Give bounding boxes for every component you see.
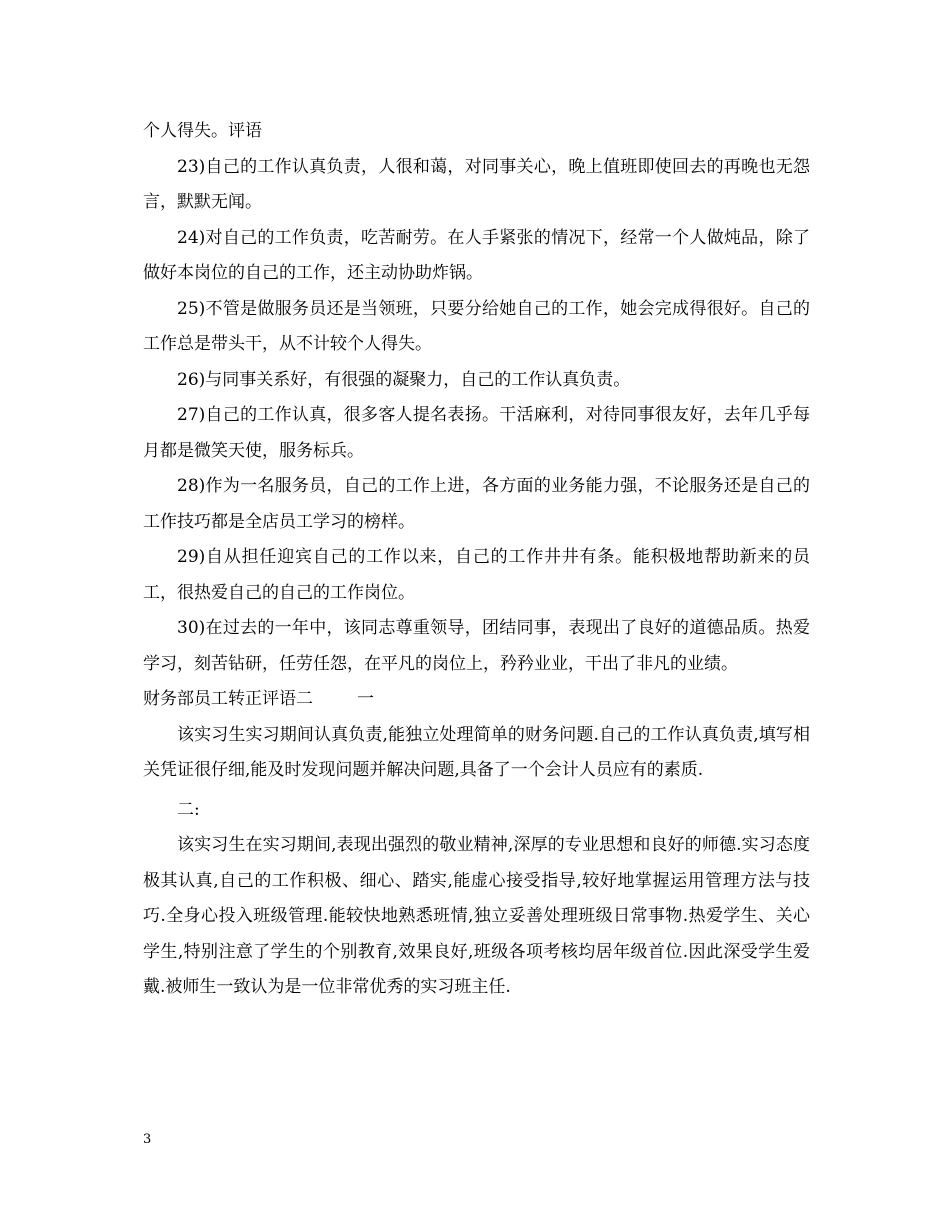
continuation-line: 个人得失。评语: [143, 121, 262, 141]
page-number: 3: [143, 1132, 152, 1147]
comment-item-26: 26)与同事关系好，有很强的凝聚力，自己的工作认真负责。: [177, 369, 631, 390]
comment-item-24: 24)对自己的工作负责，吃苦耐劳。在人手紧张的情况下，经常一个人做炖品，除了做好本岗位的自己的工作，还主动协助炸锅。: [143, 227, 810, 283]
comment-item-28: 28)作为一名服务员，自己的工作上进，各方面的业务能力强，不论服务还是自己的工作技巧都是全店员工学习的榜样。: [143, 476, 810, 532]
sub-label: 二:: [177, 799, 200, 820]
document-body: [143, 114, 810, 1006]
paragraph-one: 该实习生实习期间认真负责,能独立处理简单的财务问题.自己的工作认真负责,填写相关凭证很仔细,能及时发现问题并解决问题,具备了一个会计人员应有的素质.: [143, 724, 810, 780]
paragraph-two: 该实习生在实习期间,表现出强烈的敬业精神,深厚的专业思想和良好的师德.实习态度极其认真,自己的工作积极、细心、踏实,能虚心接受指导,较好地掌握运用管理方法与技巧.全身心投入班级管理.能较快地熟悉班情,独立妥善处理班级日常事物.热爱学生、关心学生,特别注意了学生的个别教育,效果良好,班级各项考核均居年级首位.因此深受学生爱戴.被师生一致认为是一位非常优秀的实习班主任.: [143, 835, 810, 997]
comment-item-30: 30)在过去的一年中，该同志尊重领导，团结同事，表现出了良好的道德品质。热爱学习，刻苦钻研，任劳任怨，在平凡的岗位上，矜矜业业，干出了非凡的业绩。: [143, 618, 810, 674]
section-title: 财务部员工转正评语二: [143, 689, 313, 709]
comment-item-23: 23)自己的工作认真负责，人很和蔼，对同事关心，晚上值班即使回去的再晚也无怨言，默默无闻。: [143, 156, 810, 212]
comment-item-25: 25)不管是做服务员还是当领班，只要分给她自己的工作，她会完成得很好。自己的工作总是带头干，从不计较个人得失。: [143, 298, 810, 354]
section-heading: [143, 682, 810, 718]
comment-item-29: 29)自从担任迎宾自己的工作以来，自己的工作井井有条。能积极地帮助新来的员工，很热爱自己的自己的工作岗位。: [143, 547, 810, 603]
section-marker: 一: [357, 689, 374, 709]
comment-item-27: 27)自己的工作认真，很多客人提名表扬。干活麻利，对待同事很友好，去年几乎每月都是微笑天使，服务标兵。: [143, 405, 810, 461]
